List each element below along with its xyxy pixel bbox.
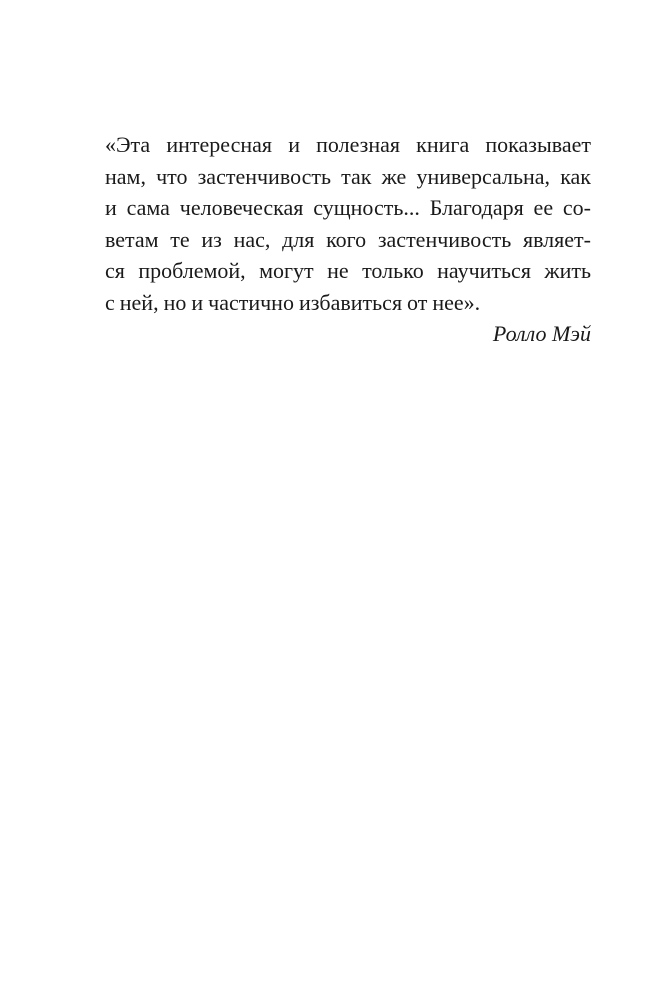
epigraph-quote: [105, 129, 591, 318]
epigraph: [105, 129, 591, 350]
quote-line-1: «Эта интересная и полезная книга показывает: [105, 132, 591, 157]
quote-line-6: с ней, но и частично избавиться от нее».: [105, 289, 481, 315]
quote-line-3: и сама человеческая сущность... Благодаря ее со-: [105, 195, 591, 220]
quote-line-4: ветам те из нас, для кого застенчивость являет-: [105, 226, 591, 252]
quote-line-2: нам, что застенчивость так же универсальна, как: [105, 163, 591, 189]
epigraph-author: Ролло Мэй: [492, 321, 591, 346]
quote-line-5: ся проблемой, могут не только научиться жить: [105, 258, 591, 283]
